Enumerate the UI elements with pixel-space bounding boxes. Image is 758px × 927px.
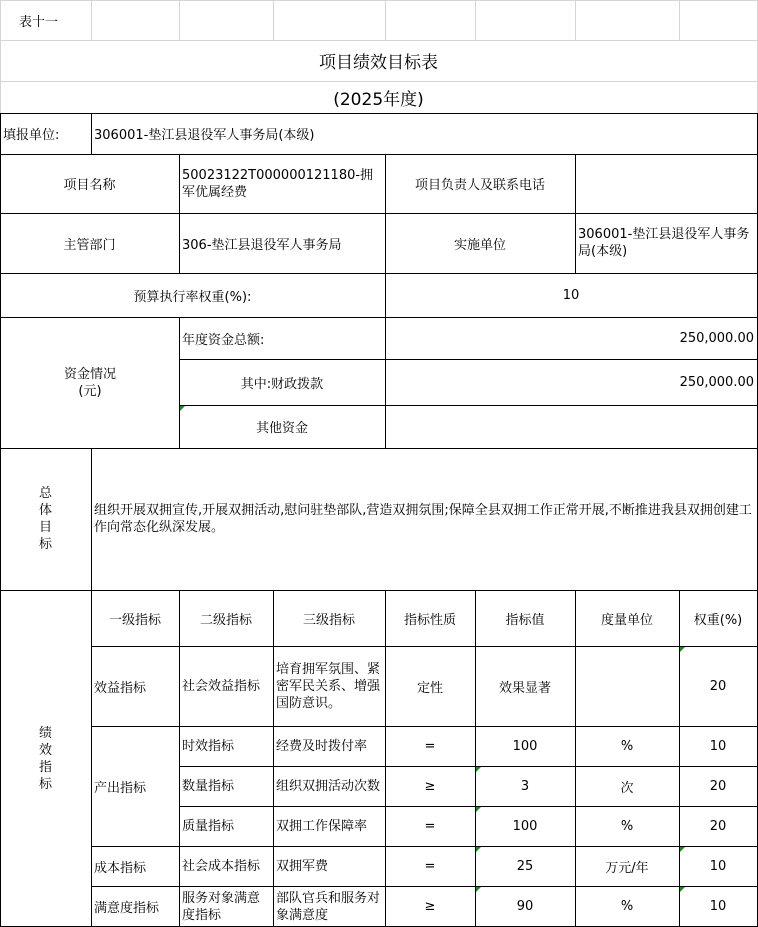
comment-marker [680,887,685,892]
funds-total-value: 250,000.00 [679,330,754,346]
overall-goal-label [0,448,91,590]
comment-marker [180,406,185,411]
budget-weight-value: 10 [562,287,580,303]
implementing-unit-value: 306001-垫江县退役军人事务局(本级) [578,227,750,259]
comment-marker [476,767,481,772]
cell-unit: % [620,899,634,914]
cell-nature: = [424,818,436,834]
cell-value: 25 [516,858,534,874]
group-cost-indicator: 成本指标 [94,860,147,876]
grid-line [575,0,576,40]
cell-weight: 20 [709,778,727,794]
funds-fiscal-value: 250,000.00 [679,374,754,390]
cell-level2: 社会成本指标 [182,858,261,874]
cell-nature: ≥ [424,899,436,914]
grid-line [179,0,180,40]
header-level2: 二级指标 [199,612,252,628]
grid-line [91,0,92,40]
funds-other-value [385,405,757,448]
page-title: 项目绩效目标表 [319,53,438,73]
grid-line [385,0,386,40]
group-output-indicator: 产出指标 [94,780,147,796]
cell-weight: 10 [709,858,727,874]
comment-marker [680,847,685,852]
group-satisfaction-indicator: 满意度指标 [94,901,160,916]
cell-nature: = [424,738,436,754]
cell-value: 100 [512,738,538,754]
cell-unit: % [620,818,634,834]
funds-label: 资金情况(元) [63,366,116,399]
overall-goal-label-text: 总 体 目 标 [38,486,52,552]
budget-weight-label: 预算执行率权重(%): [133,289,252,305]
cell-level3: 部队官兵和服务对象满意度 [276,890,381,923]
comment-marker [476,807,481,812]
grid-line [475,0,476,40]
header-nature: 指标性质 [403,612,456,628]
grid-line [0,0,758,1]
cell-level3: 经费及时拨付率 [276,738,368,754]
performance-indicators-label-text: 绩 效 指 标 [38,725,52,792]
cell-level3: 双拥军费 [276,858,329,874]
cell-value: 效果显著 [498,680,551,696]
cell-level2: 社会效益指标 [182,678,261,694]
cell-weight: 10 [709,738,727,754]
table-label: 表十一 [19,14,59,30]
cell-value: 90 [516,899,534,914]
cell-weight: 20 [709,818,727,834]
cell-value: 100 [512,818,538,834]
reporting-unit-label: 填报单位: [3,128,60,143]
performance-indicators-label [0,590,91,927]
funds-total-label: 年度资金总额: [182,332,265,348]
fiscal-year: (2025年度) [333,89,424,110]
comment-marker [476,847,481,852]
funds-other-label: 其他资金 [255,421,308,436]
project-name-value: 50023122T000000121180-拥军优属经费 [182,167,374,200]
comment-marker [476,887,481,892]
cell-level3: 培育拥军氛围、紧密军民关系、增强国防意识。 [276,661,381,711]
grid-line [679,0,680,40]
cell-nature: ≥ [424,778,436,794]
implementing-unit-label: 实施单位 [453,237,506,253]
cell-level2: 质量指标 [182,818,235,834]
department-label: 主管部门 [63,237,116,253]
cell-level3: 双拥工作保障率 [276,818,368,834]
header-weight: 权重(%) [693,612,743,628]
grid-line [273,0,274,40]
cell-weight: 10 [709,899,727,914]
funds-fiscal-label: 其中:财政拨款 [240,376,324,392]
reporting-unit-value: 306001-垫江县退役军人事务局(本级) [94,128,315,143]
project-name-label: 项目名称 [63,178,116,193]
header-unit: 度量单位 [600,612,653,628]
cell-unit [575,646,679,726]
cell-nature: 定性 [416,680,443,696]
header-level1: 一级指标 [108,612,161,628]
cell-level2: 服务对象满意度指标 [182,890,261,923]
department-value: 306-垫江县退役军人事务局 [182,237,342,253]
cell-unit: 万元/年 [605,860,649,876]
cell-weight: 20 [709,678,727,694]
cell-value: 3 [520,778,530,794]
grid-line [0,0,1,40]
cell-unit: % [620,738,634,754]
cell-level3: 组织双拥活动次数 [276,778,381,794]
cell-level2: 时效指标 [182,738,235,754]
contact-value [575,154,757,213]
group-benefit-indicator: 效益指标 [94,680,147,696]
cell-nature: = [424,858,436,874]
contact-label: 项目负责人及联系电话 [414,178,545,193]
header-level3: 三级指标 [302,612,355,628]
cell-level2: 数量指标 [182,778,235,794]
comment-marker [680,647,685,652]
overall-goal-text: 组织开展双拥宣传,开展双拥活动,慰问驻垫部队,营造双拥氛围;保障全县双拥工作正常开展,不断推进我县双拥创建工作向常态化纵深发展。 [94,503,752,535]
header-value: 指标值 [505,612,545,628]
cell-unit: 次 [620,780,634,796]
